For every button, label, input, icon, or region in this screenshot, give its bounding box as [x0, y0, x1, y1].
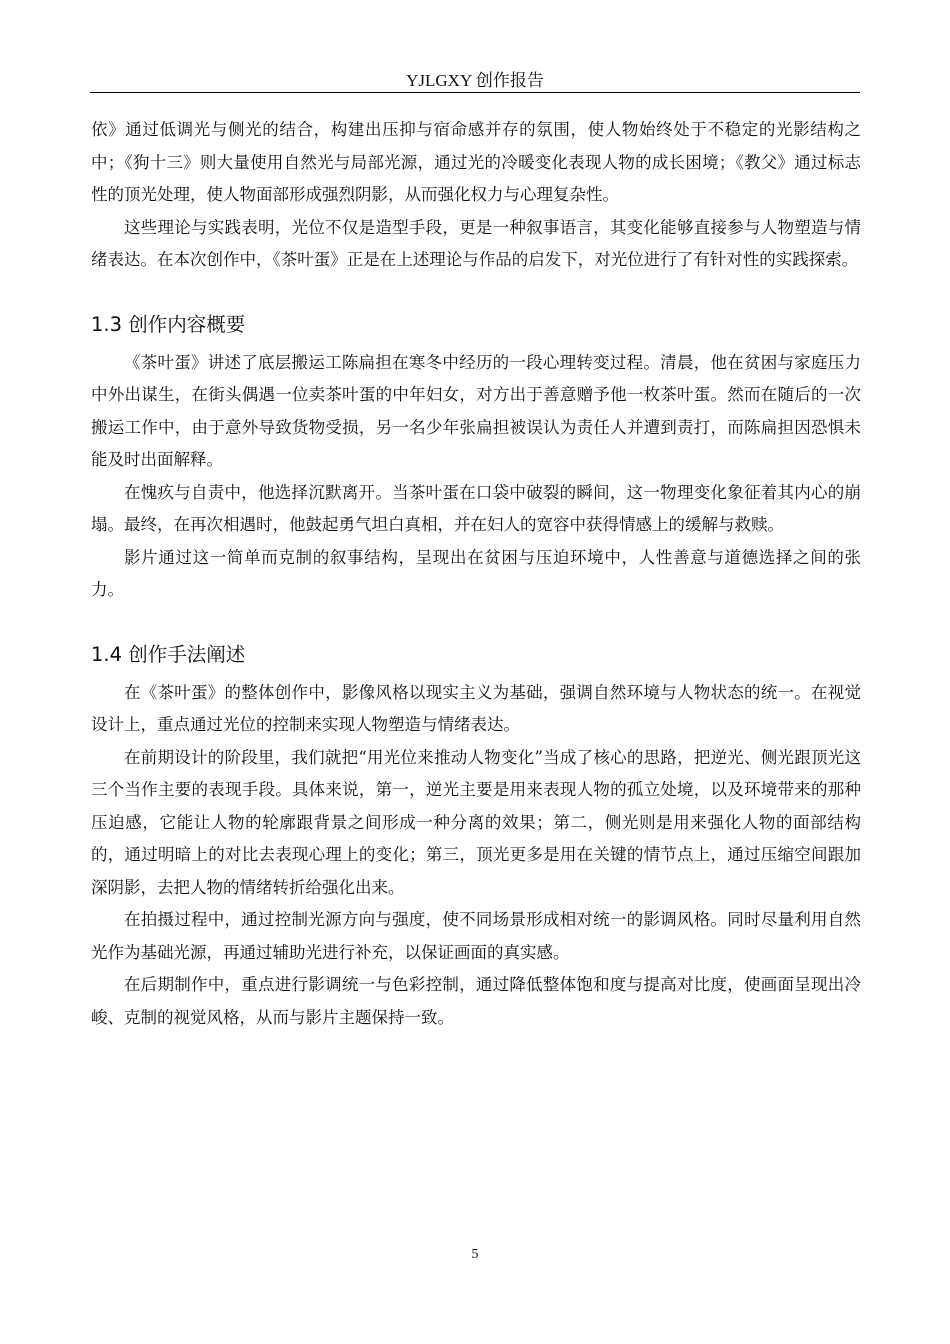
section-1-4-paragraph-2: 在前期设计的阶段里，我们就把“用光位来推动人物变化”当成了核心的思路，把逆光、侧光跟顶光这三个当作主要的表现手段。具体来说，第一，逆光主要是用来表现人物的孤立处境，以及环境带来的那种压迫感，它能让人物的轮廓跟背景之间形成一种分离的效果；第二，侧光则是用来强化人物的面部结构的，通过明暗上的对比去表现心理上的变化；第三，顶光更多是用在关键的情节点上，通过压缩空间跟加深阴影，去把人物的情绪转折给强化出来。 — [91, 747, 861, 897]
section-1-3-paragraph-3: 影片通过这一简单而克制的叙事结构，呈现出在贫困与压迫环境中，人性善意与道德选择之间的张力。 — [91, 547, 861, 599]
header-divider — [90, 92, 860, 93]
intro-paragraph-1: 依》通过低调光与侧光的结合，构建出压抑与宿命感并存的氛围，使人物始终处于不稳定的光影结构之中；《狗十三》则大量使用自然光与局部光源，通过光的冷暖变化表现人物的成长困境；《教父》通过标志性的顶光处理，使人物面部形成强烈阴影，从而强化权力与心理复杂性。 — [91, 120, 861, 204]
page-header: YJLGXY 创作报告 — [406, 71, 544, 90]
section-1-4-paragraph-3: 在拍摄过程中，通过控制光源方向与强度，使不同场景形成相对统一的影调风格。同时尽量利用自然光作为基础光源，再通过辅助光进行补充，以保证画面的真实感。 — [91, 910, 861, 962]
section-1-3-paragraph-1: 《茶叶蛋》讲述了底层搬运工陈扁担在寒冬中经历的一段心理转变过程。清晨，他在贫困与家庭压力中外出谋生，在街头偶遇一位卖茶叶蛋的中年妇女，对方出于善意赠予他一枚茶叶蛋。然而在随后的一次搬运工作中，由于意外导致货物受损，另一名少年张扁担被误认为责任人并遭到责打，而陈扁担因恐惧未能及时出面解释。 — [91, 352, 861, 469]
document-body — [91, 114, 861, 1034]
intro-paragraph-2: 这些理论与实践表明，光位不仅是造型手段，更是一种叙事语言，其变化能够直接参与人物塑造与情绪表达。在本次创作中，《茶叶蛋》正是在上述理论与作品的启发下，对光位进行了有针对性的实践探索。 — [91, 217, 861, 269]
section-heading-1-3: 1.3 创作内容概要 — [91, 312, 246, 336]
section-heading-1-4: 1.4 创作手法阐述 — [91, 642, 246, 666]
section-1-4-paragraph-1: 在《茶叶蛋》的整体创作中，影像风格以现实主义为基础，强调自然环境与人物状态的统一。在视觉设计上，重点通过光位的控制来实现人物塑造与情绪表达。 — [91, 682, 861, 734]
section-1-3-paragraph-2: 在愧疚与自责中，他选择沉默离开。当茶叶蛋在口袋中破裂的瞬间，这一物理变化象征着其内心的崩塌。最终，在再次相遇时，他鼓起勇气坦白真相，并在妇人的宽容中获得情感上的缓解与救赎。 — [91, 482, 861, 534]
section-1-4-paragraph-4: 在后期制作中，重点进行影调统一与色彩控制，通过降低整体饱和度与提高对比度，使画面呈现出冷峻、克制的视觉风格，从而与影片主题保持一致。 — [91, 975, 861, 1027]
page-number: 5 — [471, 1247, 479, 1262]
